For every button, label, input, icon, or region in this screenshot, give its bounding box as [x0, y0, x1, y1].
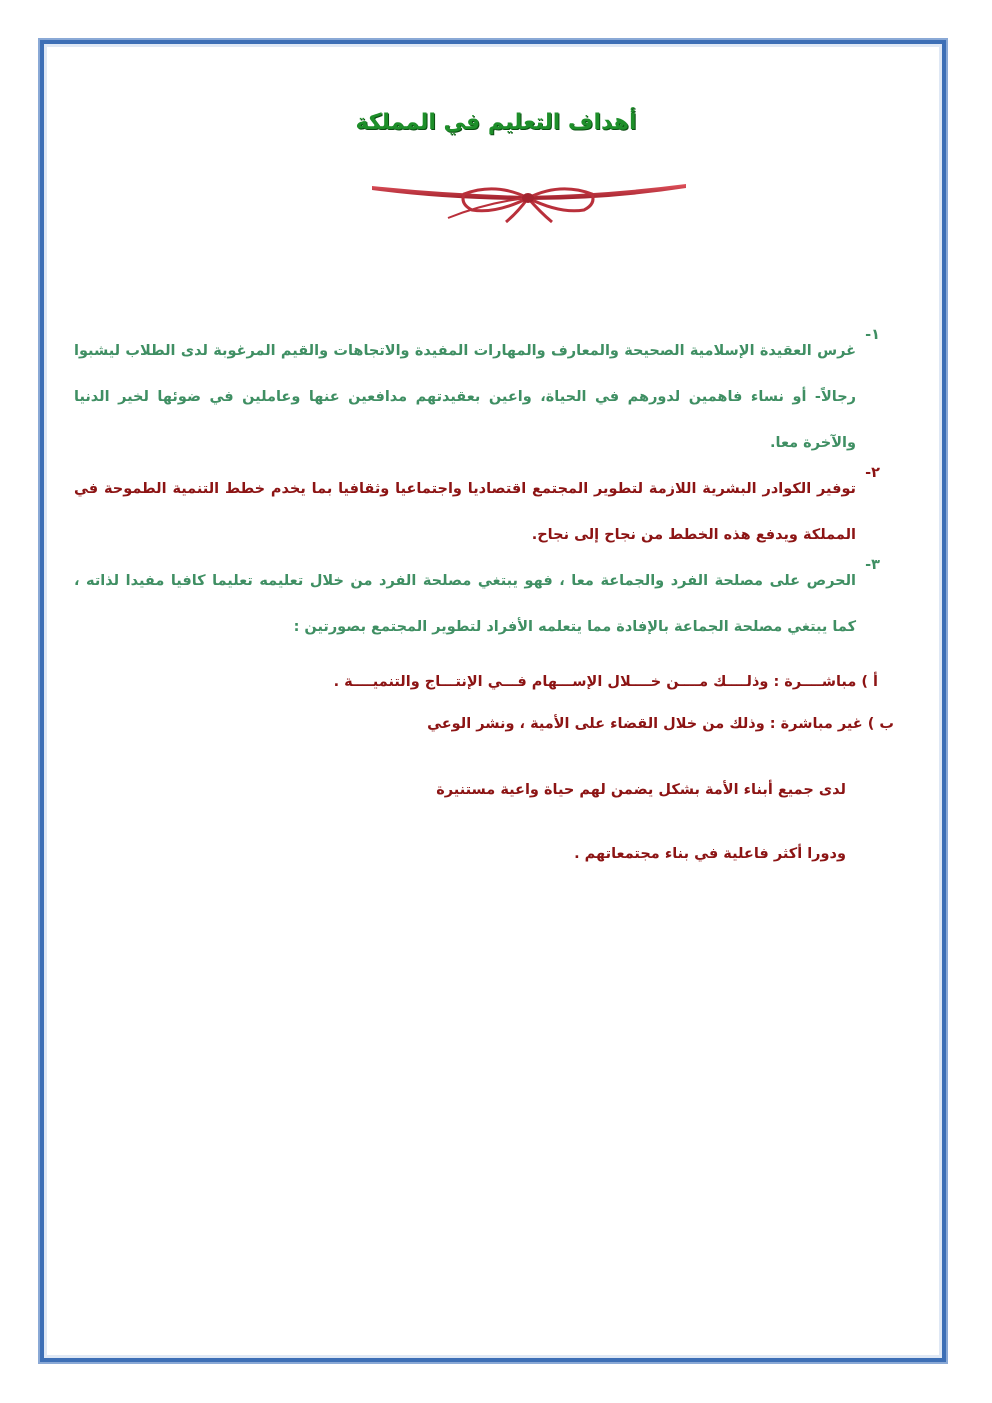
- sub-item-b-line3: ودورا أكثر فاعلية في بناء مجتمعاتهم .: [574, 846, 846, 862]
- sub-item-a: أ ) مباشــــرة : وذلــــك مــــن خــــلال الإســـهام فـــي الإنتـــاج والتنميــــة .: [333, 674, 878, 690]
- page-title: أهداف التعليم في المملكة: [355, 110, 637, 135]
- sub-item-b-line2: لدى جميع أبناء الأمة بشكل يضمن لهم حياة واعية مستنيرة: [436, 782, 846, 798]
- item-number: ١-: [865, 327, 880, 343]
- item-text: توفير الكوادر البشرية اللازمة لتطوير المجتمع اقتصاديا واجتماعيا وثقافيا بما يخدم خطط التنمية الطموحة في المملكة ويدفع هذه الخطط من نجاح إلى نجاح.: [74, 481, 856, 543]
- list-item: [74, 466, 880, 558]
- page-border: [40, 40, 946, 1362]
- item-number: ٢-: [865, 465, 880, 481]
- list-item: [74, 558, 880, 650]
- item-number: ٣-: [865, 557, 880, 573]
- ribbon-bow-icon: [368, 172, 690, 224]
- item-text: الحرص على مصلحة الفرد والجماعة معا ، فهو يبتغي مصلحة الفرد من خلال تعليمه تعليما كافيا مفيدا لذاته ، كما يبتغي مصلحة الجماعة بالإفادة مما يتعلمه الأفراد لتطوير المجتمع بصورتين :: [74, 573, 856, 635]
- sub-item-b: ب ) غير مباشرة : وذلك من خلال القضاء على الأمية ، ونشر الوعي: [427, 716, 894, 732]
- goals-list: [74, 328, 880, 650]
- item-text: غرس العقيدة الإسلامية الصحيحة والمعارف والمهارات المفيدة والاتجاهات والقيم المرغوبة لدى الطلاب ليشبوا رجالاً- أو نساء فاهمين لدورهم في الحياة، واعين بعقيدتهم مدافعين عنها وعاملين في ضوئها لخير الدنيا والآخرة معا.: [74, 343, 856, 451]
- list-item: [74, 328, 880, 466]
